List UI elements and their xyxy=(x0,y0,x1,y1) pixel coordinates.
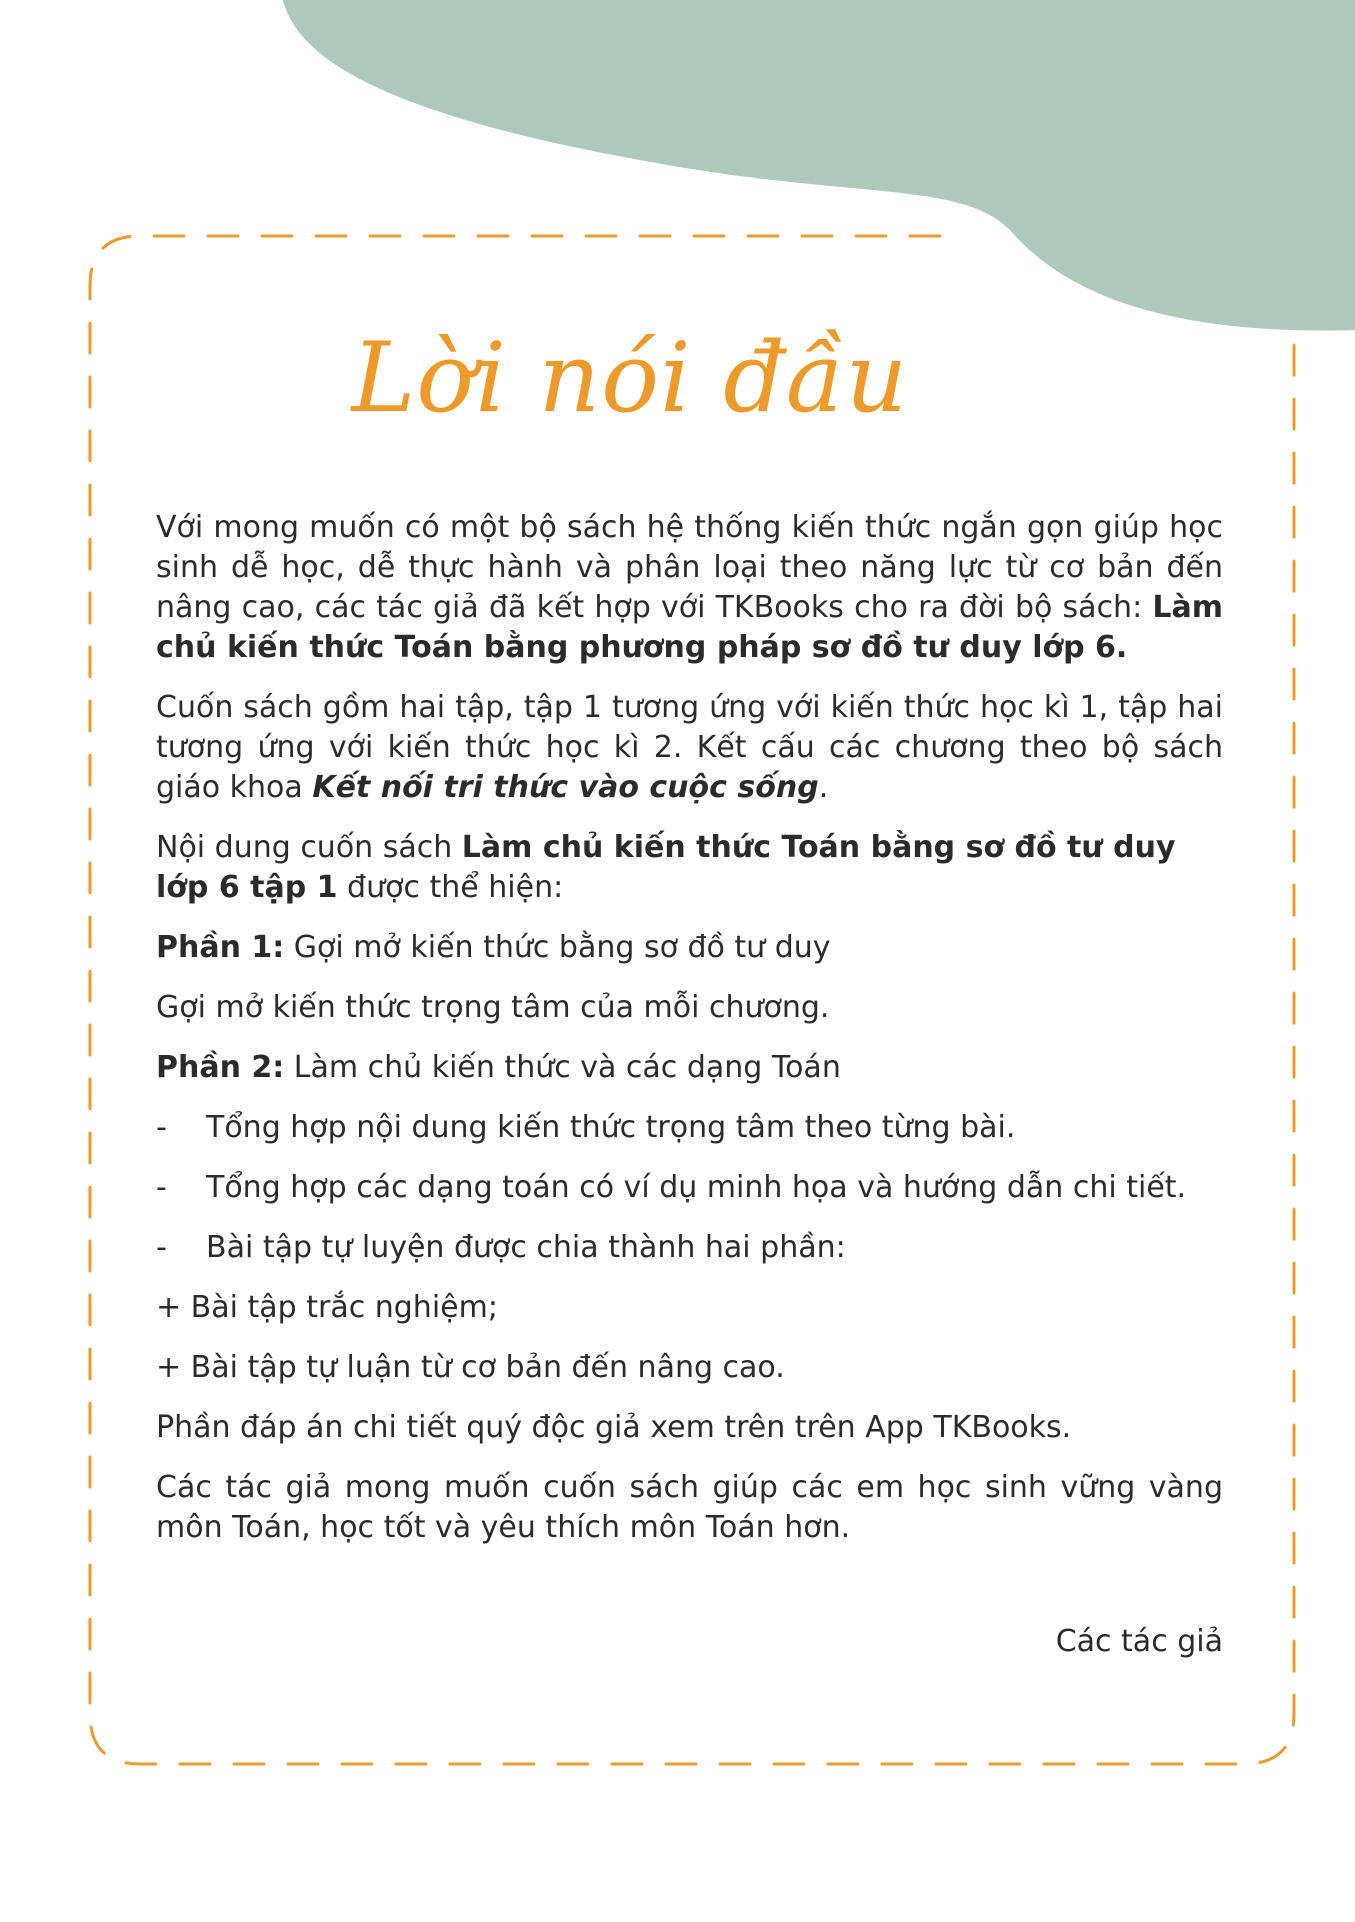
intro-paragraph xyxy=(156,508,1223,668)
content-intro-suffix: được thể hiện: xyxy=(337,870,564,905)
sub-list-item: + Bài tập trắc nghiệm; xyxy=(156,1290,498,1325)
list-item xyxy=(156,1168,1223,1208)
bullet-dash: - xyxy=(156,1110,167,1145)
list-item-text: Bài tập tự luyện được chia thành hai phần: xyxy=(206,1230,846,1265)
preface-body xyxy=(156,508,1223,1568)
closing-paragraph: Các tác giả mong muốn cuốn sách giúp các em học sinh vững vàng môn Toán, học tốt và yêu thích môn Toán hơn. xyxy=(156,1470,1223,1545)
list-item-text: Tổng hợp các dạng toán có ví dụ minh họa và hướng dẫn chi tiết. xyxy=(206,1170,1187,1205)
content-intro-book-title: Làm chủ kiến thức Toán bằng sơ đồ tư duy lớp 6 tập 1 xyxy=(156,830,1176,905)
signature: Các tác giả xyxy=(1055,1624,1223,1659)
part1-label: Phần 1: xyxy=(156,930,285,965)
list-item xyxy=(156,1108,1223,1148)
structure-textbook-name: Kết nối tri thức vào cuộc sống xyxy=(312,770,819,805)
part2-text: Làm chủ kiến thức và các dạng Toán xyxy=(284,1050,841,1085)
sub-list-item: + Bài tập tự luận từ cơ bản đến nâng cao. xyxy=(156,1350,785,1385)
answers-note: Phần đáp án chi tiết quý độc giả xem trên trên App TKBooks. xyxy=(156,1410,1072,1445)
part1-heading xyxy=(156,928,1223,968)
list-item xyxy=(156,1228,1223,1268)
structure-end: . xyxy=(818,770,829,805)
content-intro-prefix: Nội dung cuốn sách xyxy=(156,830,462,865)
structure-paragraph xyxy=(156,688,1223,808)
part1-description: Gợi mở kiến thức trọng tâm của mỗi chương. xyxy=(156,990,830,1025)
part1-text: Gợi mở kiến thức bằng sơ đồ tư duy xyxy=(284,930,831,965)
bullet-dash: - xyxy=(156,1170,167,1205)
intro-text: Với mong muốn có một bộ sách hệ thống kiến thức ngắn gọn giúp học sinh dễ học, dễ thực hành và phân loại theo năng lực từ cơ bản đến nâng cao, các tác giả đã kết hợp với TKBooks cho ra đời bộ sách: xyxy=(156,510,1223,625)
intro-book-title: Làm chủ kiến thức Toán bằng phương pháp sơ đồ tư duy lớp 6. xyxy=(156,590,1223,665)
part2-label: Phần 2: xyxy=(156,1050,285,1085)
part2-heading xyxy=(156,1048,1223,1088)
content-intro-paragraph xyxy=(156,828,1223,908)
bullet-dash: - xyxy=(156,1230,167,1265)
list-item-text: Tổng hợp nội dung kiến thức trọng tâm theo từng bài. xyxy=(206,1110,1016,1145)
page-title: Lời nói đầu xyxy=(351,322,909,434)
structure-text: Cuốn sách gồm hai tập, tập 1 tương ứng với kiến thức học kì 1, tập hai tương ứng với kiến thức học kì 2. Kết cấu các chương theo bộ sách giáo khoa xyxy=(156,690,1223,805)
